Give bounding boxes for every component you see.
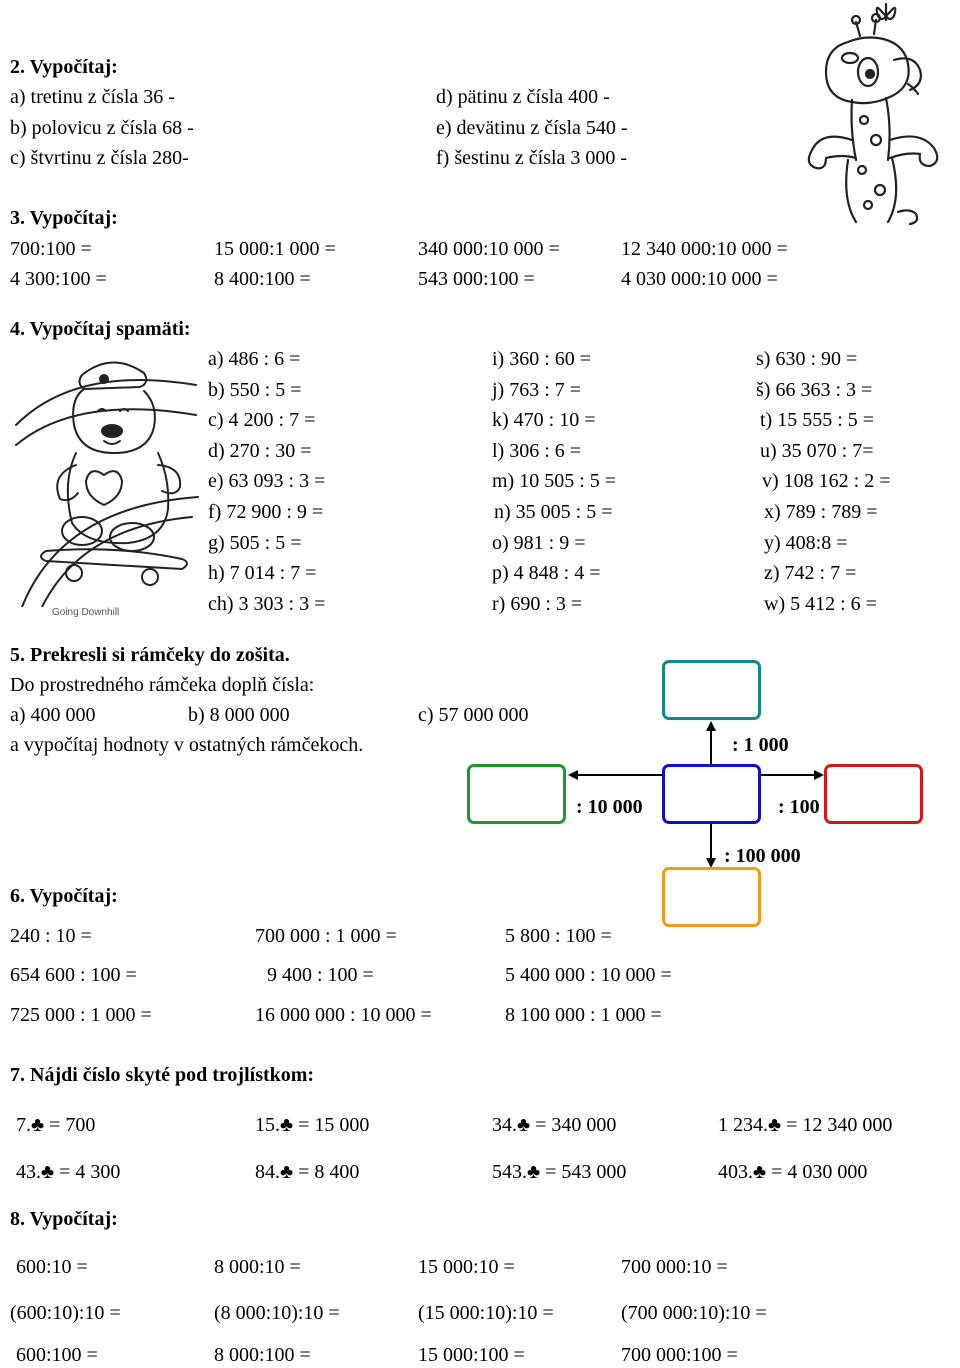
task-2e: e) devätinu z čísla 540 - [436,117,628,139]
task-7-r2c2: 84.♣ = 8 400 [255,1161,360,1183]
frame-bottom[interactable] [662,867,761,927]
task-2f: f) šestinu z čísla 3 000 - [436,147,628,169]
task-3-r1c3: 340 000:10 000 = [418,238,560,260]
task-7-r1c1: 7.♣ = 700 [16,1114,96,1136]
task-4z: z) 742 : 7 = [764,562,857,584]
task-4s: s) 630 : 90 = [756,348,858,370]
task-4t: t) 15 555 : 5 = [760,409,875,431]
task-8-r1c2: 8 000:10 = [214,1256,301,1278]
frame-right[interactable] [824,764,923,824]
task-8-r2c2: (8 000:10):10 = [214,1302,340,1324]
section-8-title: 8. Vypočítaj: [10,1208,118,1230]
task-6-r3c2: 16 000 000 : 10 000 = [255,1004,432,1026]
task-2a: a) tretinu z čísla 36 - [10,86,175,108]
task-8-r1c4: 700 000:10 = [621,1256,728,1278]
task-4f: f) 72 900 : 9 = [208,501,324,523]
task-4l: l) 306 : 6 = [492,440,582,462]
task-4h: h) 7 014 : 7 = [208,562,317,584]
task-8-r3c2: 8 000:100 = [214,1344,311,1366]
task-6-r2c2: 9 400 : 100 = [267,964,374,986]
section-7-title: 7. Nájdi číslo skyté pod trojlístkom: [10,1064,315,1086]
task-8-r3c3: 15 000:100 = [418,1344,525,1366]
op-up-label: : 1 000 [732,734,789,756]
task-6-r1c3: 5 800 : 100 = [505,925,612,947]
task-8-r3c1: 600:100 = [16,1344,98,1366]
task-4g: g) 505 : 5 = [208,532,302,554]
task-4w: w) 5 412 : 6 = [764,593,877,615]
task-8-r2c3: (15 000:10):10 = [418,1302,554,1324]
task-5c: c) 57 000 000 [418,704,529,726]
task-7-r1c3: 34.♣ = 340 000 [492,1114,617,1136]
task-3-r2c2: 8 400:100 = [214,268,311,290]
task-4i: i) 360 : 60 = [492,348,592,370]
task-4p: p) 4 848 : 4 = [492,562,601,584]
section-4-title: 4. Vypočítaj spamäti: [10,318,191,340]
section-2-title: 2. Vypočítaj: [10,56,118,78]
task-3-r2c1: 4 300:100 = [10,268,107,290]
task-4sh: š) 66 363 : 3 = [756,379,873,401]
task-7-r2c1: 43.♣ = 4 300 [16,1161,121,1183]
task-4ch: ch) 3 303 : 3 = [208,593,326,615]
task-8-r2c4: (700 000:10):10 = [621,1302,767,1324]
task-3-r1c2: 15 000:1 000 = [214,238,336,260]
task-8-r1c1: 600:10 = [16,1256,88,1278]
task-4y: y) 408:8 = [764,532,848,554]
section-5-title: 5. Prekresli si rámčeky do zošita. [10,644,290,666]
task-4r: r) 690 : 3 = [492,593,583,615]
task-4n: n) 35 005 : 5 = [494,501,613,523]
task-6-r2c3: 5 400 000 : 10 000 = [505,964,672,986]
task-6-r2c1: 654 600 : 100 = [10,964,137,986]
task-4j: j) 763 : 7 = [492,379,582,401]
task-4x: x) 789 : 789 = [764,501,878,523]
task-7-r2c4: 403.♣ = 4 030 000 [718,1161,868,1183]
task-7-r1c4: 1 234.♣ = 12 340 000 [718,1114,893,1136]
task-7-r2c3: 543.♣ = 543 000 [492,1161,627,1183]
task-8-r1c3: 15 000:10 = [418,1256,515,1278]
bear-caption: Going Downhill [52,607,120,618]
task-5-instruction-2: a vypočítaj hodnoty v ostatných rámčekoch. [10,734,364,756]
task-2c: c) štvrtinu z čísla 280- [10,147,189,169]
task-3-r2c3: 543 000:100 = [418,268,535,290]
task-6-r1c2: 700 000 : 1 000 = [255,925,397,947]
op-right-label: : 100 [778,796,820,818]
task-4u: u) 35 070 : 7= [760,440,874,462]
task-4d: d) 270 : 30 = [208,440,312,462]
task-8-r3c4: 700 000:100 = [621,1344,738,1366]
task-6-r1c1: 240 : 10 = [10,925,92,947]
frame-left[interactable] [467,764,566,824]
task-6-r3c1: 725 000 : 1 000 = [10,1004,152,1026]
task-3-r2c4: 4 030 000:10 000 = [621,268,778,290]
task-5a: a) 400 000 [10,704,96,726]
task-4k: k) 470 : 10 = [492,409,596,431]
frame-top[interactable] [662,660,761,720]
section-6-title: 6. Vypočítaj: [10,885,118,907]
section-3-title: 3. Vypočítaj: [10,207,118,229]
op-down-label: : 100 000 [724,845,801,867]
task-6-r3c3: 8 100 000 : 1 000 = [505,1004,662,1026]
task-4o: o) 981 : 9 = [492,532,586,554]
task-7-r1c2: 15.♣ = 15 000 [255,1114,370,1136]
task-8-r2c1: (600:10):10 = [10,1302,121,1324]
frame-center[interactable] [662,764,761,824]
task-4c: c) 4 200 : 7 = [208,409,316,431]
task-5b: b) 8 000 000 [188,704,290,726]
task-3-r1c1: 700:100 = [10,238,92,260]
op-left-label: : 10 000 [576,796,643,818]
task-2b: b) polovicu z čísla 68 - [10,117,194,139]
task-3-r1c4: 12 340 000:10 000 = [621,238,788,260]
task-4e: e) 63 093 : 3 = [208,470,326,492]
task-4a: a) 486 : 6 = [208,348,301,370]
task-4v: v) 108 162 : 2 = [762,470,891,492]
task-4m: m) 10 505 : 5 = [492,470,617,492]
task-4b: b) 550 : 5 = [208,379,302,401]
task-5-instruction: Do prostredného rámčeka doplň čísla: [10,674,315,696]
task-2d: d) pätinu z čísla 400 - [436,86,610,108]
